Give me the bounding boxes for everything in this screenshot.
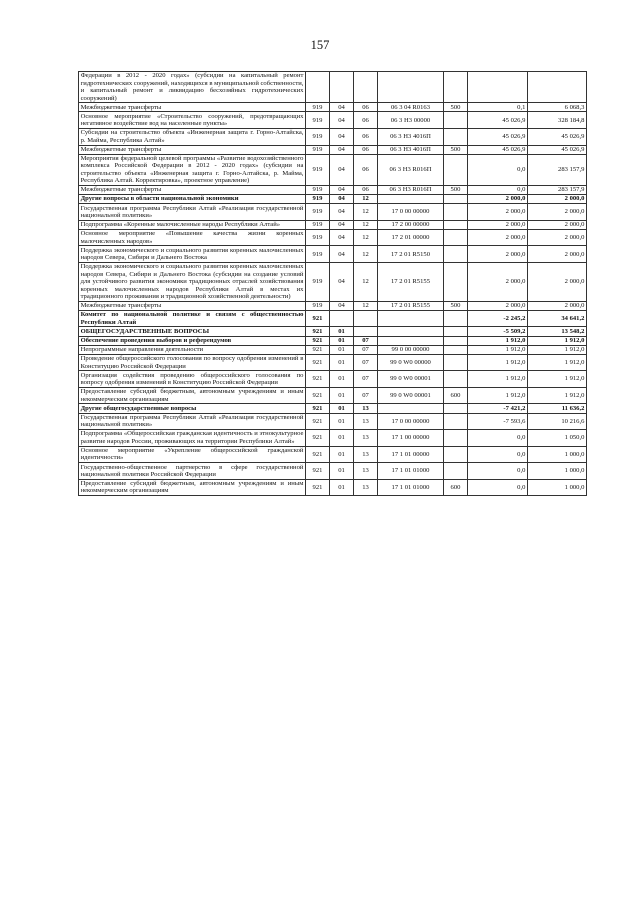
row-name: Основное мероприятие «Укрепление общероссийской гражданской идентичности» (79, 446, 306, 463)
cell-section: 04 (330, 145, 354, 154)
row-name: Мероприятия федеральной целевой программы «Развитие водохозяйственного комплекса Российской Федерации в 2012 - 2020 годах» (субсидии на строительство объекта «Инженерная защита г. Горно-Алтайска, р. Майма, Республика Алтай. Корректировка», проектное управление) (79, 154, 306, 185)
table-row (79, 301, 587, 310)
cell-amount-total: 45 026,9 (528, 128, 587, 145)
table-row (79, 327, 587, 336)
cell-amount-total: 1 912,0 (528, 345, 587, 354)
cell-amount-change: 1 912,0 (468, 345, 528, 354)
cell-target-article (378, 310, 444, 327)
cell-amount-total: 2 000,0 (528, 263, 587, 302)
cell-amount-total: 1 912,0 (528, 387, 587, 404)
row-name: Другие вопросы в области национальной экономики (79, 195, 306, 204)
cell-amount-change: -7 593,6 (468, 413, 528, 430)
cell-subsection: 06 (354, 185, 378, 194)
cell-amount-total: 1 912,0 (528, 371, 587, 388)
cell-amount-total: 2 000,0 (528, 246, 587, 263)
cell-section: 04 (330, 185, 354, 194)
cell-expense-type (444, 354, 468, 371)
row-name: Государственно-общественное партнерство в сфере государственной национальной политики Российской Федерации (79, 463, 306, 480)
cell-expense-type (444, 371, 468, 388)
cell-ministry: 919 (306, 246, 330, 263)
cell-amount-change: 0,0 (468, 479, 528, 496)
table-row (79, 430, 587, 447)
cell-ministry: 921 (306, 430, 330, 447)
cell-amount-change: 0,1 (468, 103, 528, 112)
cell-subsection: 12 (354, 301, 378, 310)
table-row (79, 387, 587, 404)
cell-ministry: 921 (306, 446, 330, 463)
cell-target-article: 17 1 01 01000 (378, 479, 444, 496)
cell-ministry: 919 (306, 103, 330, 112)
cell-amount-total: 283 157,9 (528, 154, 587, 185)
cell-subsection: 06 (354, 128, 378, 145)
row-name: Другие общегосударственные вопросы (79, 404, 306, 413)
row-name: Поддержка экономического и социального развития коренных малочисленных народов Севера, Сибири и Дальнего Востока (79, 246, 306, 263)
cell-target-article: 06 3 04 R0163 (378, 103, 444, 112)
cell-amount-change: 0,0 (468, 463, 528, 480)
cell-target-article: 17 2 00 00000 (378, 220, 444, 229)
row-name: Проведение общероссийского голосования по вопросу одобрения изменений в Конституцию Российской Федерации (79, 354, 306, 371)
cell-target-article: 99 0 W0 00001 (378, 371, 444, 388)
row-name: Подпрограмма «Общероссийская гражданская идентичность и этнокультурное развитие народов России, проживающих на территории Республики Алтай» (79, 430, 306, 447)
row-name: Подпрограмма «Коренные малочисленные народы Республики Алтай» (79, 220, 306, 229)
cell-amount-change: 2 000,0 (468, 195, 528, 204)
cell-subsection: 12 (354, 195, 378, 204)
table-row (79, 463, 587, 480)
cell-subsection (354, 310, 378, 327)
cell-subsection: 06 (354, 154, 378, 185)
cell-target-article: 17 2 01 R5155 (378, 301, 444, 310)
cell-expense-type (444, 345, 468, 354)
cell-ministry: 919 (306, 229, 330, 246)
row-name: Предоставление субсидий бюджетным, автономным учреждениям и иным некоммерческим организациям (79, 387, 306, 404)
table-row (79, 310, 587, 327)
cell-subsection: 12 (354, 263, 378, 302)
cell-ministry: 921 (306, 387, 330, 404)
cell-amount-change: 1 912,0 (468, 354, 528, 371)
cell-section: 04 (330, 204, 354, 221)
table-row (79, 413, 587, 430)
cell-section: 04 (330, 263, 354, 302)
cell-expense-type (444, 195, 468, 204)
cell-expense-type (444, 404, 468, 413)
cell-target-article (378, 336, 444, 345)
cell-amount-change (468, 72, 528, 103)
cell-amount-change: 0,0 (468, 154, 528, 185)
cell-ministry: 919 (306, 195, 330, 204)
cell-expense-type (444, 336, 468, 345)
row-name: Основное мероприятие «Строительство сооружений, предотвращающих негативное воздействие вод на населенные пункты» (79, 112, 306, 129)
cell-amount-total: 1 000,0 (528, 446, 587, 463)
table-row (79, 479, 587, 496)
table-body (79, 72, 587, 496)
cell-amount-total: 6 068,3 (528, 103, 587, 112)
row-name: Субсидии на строительство объекта «Инженерная защита г. Горно-Алтайска, р. Майма, Республика Алтай» (79, 128, 306, 145)
cell-section (330, 310, 354, 327)
table-row (79, 103, 587, 112)
cell-section: 01 (330, 336, 354, 345)
cell-subsection: 06 (354, 112, 378, 129)
cell-amount-change: 45 026,9 (468, 112, 528, 129)
cell-section: 04 (330, 301, 354, 310)
cell-ministry: 921 (306, 345, 330, 354)
table-row (79, 263, 587, 302)
cell-section: 01 (330, 479, 354, 496)
row-name: Организация содействия проведению общероссийского голосования по вопросу одобрения изменений в Конституцию Российской Федерации (79, 371, 306, 388)
cell-subsection: 07 (354, 345, 378, 354)
table-row (79, 204, 587, 221)
row-name: Предоставление субсидий бюджетным, автономным учреждениям и иным некоммерческим организациям (79, 479, 306, 496)
cell-amount-total: 13 548,2 (528, 327, 587, 336)
table-row (79, 154, 587, 185)
cell-target-article: 17 2 01 R5150 (378, 246, 444, 263)
cell-target-article: 06 3 Н3 4016П (378, 145, 444, 154)
cell-ministry: 921 (306, 354, 330, 371)
cell-ministry: 919 (306, 154, 330, 185)
cell-target-article: 17 2 01 00000 (378, 229, 444, 246)
cell-amount-change: -2 245,2 (468, 310, 528, 327)
table-row (79, 195, 587, 204)
table-row (79, 128, 587, 145)
cell-amount-total: 1 912,0 (528, 336, 587, 345)
cell-subsection: 12 (354, 204, 378, 221)
cell-section: 01 (330, 371, 354, 388)
table-row (79, 446, 587, 463)
cell-amount-total: 1 000,0 (528, 463, 587, 480)
cell-section: 01 (330, 446, 354, 463)
cell-target-article: 17 0 00 00000 (378, 204, 444, 221)
cell-subsection: 12 (354, 246, 378, 263)
cell-section: 01 (330, 354, 354, 371)
cell-amount-total: 2 000,0 (528, 301, 587, 310)
cell-ministry: 921 (306, 413, 330, 430)
cell-section: 01 (330, 327, 354, 336)
cell-expense-type (444, 246, 468, 263)
budget-table (78, 71, 587, 496)
cell-ministry (306, 72, 330, 103)
cell-subsection: 06 (354, 145, 378, 154)
cell-subsection: 07 (354, 387, 378, 404)
cell-amount-total: 2 000,0 (528, 220, 587, 229)
cell-amount-change: 0,0 (468, 430, 528, 447)
cell-target-article (378, 195, 444, 204)
cell-target-article (378, 404, 444, 413)
cell-expense-type (444, 310, 468, 327)
cell-section: 04 (330, 154, 354, 185)
cell-target-article: 17 0 00 00000 (378, 413, 444, 430)
cell-target-article: 06 3 Н3 R016П (378, 154, 444, 185)
cell-subsection: 13 (354, 463, 378, 480)
cell-section: 04 (330, 220, 354, 229)
row-name: Межбюджетные трансферты (79, 103, 306, 112)
cell-amount-change: 2 000,0 (468, 229, 528, 246)
cell-section: 01 (330, 430, 354, 447)
cell-ministry: 921 (306, 371, 330, 388)
cell-section: 01 (330, 463, 354, 480)
cell-expense-type (444, 327, 468, 336)
cell-expense-type (444, 463, 468, 480)
cell-subsection: 13 (354, 404, 378, 413)
cell-amount-change: 1 912,0 (468, 387, 528, 404)
cell-ministry: 919 (306, 112, 330, 129)
cell-amount-total: 34 641,2 (528, 310, 587, 327)
cell-expense-type (444, 112, 468, 129)
row-name: Непрограммные направления деятельности (79, 345, 306, 354)
cell-expense-type: 500 (444, 145, 468, 154)
cell-subsection: 13 (354, 446, 378, 463)
page-number: 157 (310, 38, 330, 52)
row-name: Межбюджетные трансферты (79, 145, 306, 154)
cell-amount-change: 1 912,0 (468, 336, 528, 345)
table-row (79, 112, 587, 129)
table-row (79, 371, 587, 388)
cell-target-article: 99 0 00 00000 (378, 345, 444, 354)
table-row (79, 404, 587, 413)
cell-amount-change: -7 421,2 (468, 404, 528, 413)
cell-section: 04 (330, 195, 354, 204)
cell-section: 01 (330, 413, 354, 430)
cell-amount-total: 283 157,9 (528, 185, 587, 194)
cell-section: 04 (330, 246, 354, 263)
cell-ministry: 919 (306, 220, 330, 229)
cell-section: 04 (330, 229, 354, 246)
table-row (79, 72, 587, 103)
cell-amount-total: 2 000,0 (528, 204, 587, 221)
cell-section: 04 (330, 112, 354, 129)
cell-expense-type (444, 413, 468, 430)
cell-expense-type: 600 (444, 387, 468, 404)
row-name: Федерации в 2012 - 2020 годах» (субсидии на капитальный ремонт гидротехнических сооружений, находящихся в муниципальной собственности, и капитальный ремонт и ликвидацию бесхозяйных гидротехнических сооружений) (79, 72, 306, 103)
cell-expense-type: 500 (444, 103, 468, 112)
cell-ministry: 919 (306, 204, 330, 221)
cell-section: 01 (330, 345, 354, 354)
cell-amount-total: 2 000,0 (528, 229, 587, 246)
cell-target-article: 99 0 W0 00001 (378, 387, 444, 404)
cell-ministry: 921 (306, 336, 330, 345)
cell-amount-change: 0,0 (468, 446, 528, 463)
cell-ministry: 921 (306, 327, 330, 336)
cell-amount-change: 0,0 (468, 185, 528, 194)
cell-section: 01 (330, 404, 354, 413)
cell-amount-total: 1 912,0 (528, 354, 587, 371)
cell-ministry: 919 (306, 185, 330, 194)
cell-section (330, 72, 354, 103)
cell-amount-change: 2 000,0 (468, 263, 528, 302)
cell-amount-total: 45 026,9 (528, 145, 587, 154)
table-row (79, 345, 587, 354)
cell-target-article: 17 1 01 01000 (378, 463, 444, 480)
cell-subsection: 07 (354, 371, 378, 388)
cell-amount-change: 1 912,0 (468, 371, 528, 388)
cell-amount-total: 10 216,6 (528, 413, 587, 430)
cell-amount-change: 2 000,0 (468, 301, 528, 310)
cell-subsection: 13 (354, 430, 378, 447)
cell-expense-type (444, 154, 468, 185)
table-row (79, 336, 587, 345)
cell-amount-change: 45 026,9 (468, 145, 528, 154)
cell-amount-total: 11 636,2 (528, 404, 587, 413)
row-name: Межбюджетные трансферты (79, 301, 306, 310)
cell-expense-type: 500 (444, 301, 468, 310)
cell-amount-change: 45 026,9 (468, 128, 528, 145)
cell-amount-change: 2 000,0 (468, 204, 528, 221)
cell-amount-total: 2 000,0 (528, 195, 587, 204)
cell-target-article: 06 3 Н3 4016П (378, 128, 444, 145)
cell-subsection: 12 (354, 220, 378, 229)
cell-subsection: 13 (354, 413, 378, 430)
cell-target-article: 06 3 Н3 R016П (378, 185, 444, 194)
table-row (79, 145, 587, 154)
cell-expense-type: 500 (444, 185, 468, 194)
table-row (79, 354, 587, 371)
cell-ministry: 921 (306, 463, 330, 480)
row-name: Обеспечение проведения выборов и референдумов (79, 336, 306, 345)
cell-expense-type (444, 263, 468, 302)
cell-ministry: 919 (306, 145, 330, 154)
row-name: Государственная программа Республики Алтай «Реализация государственной национальной политики» (79, 204, 306, 221)
cell-subsection: 07 (354, 354, 378, 371)
cell-expense-type (444, 128, 468, 145)
cell-target-article: 99 0 W0 00000 (378, 354, 444, 371)
cell-subsection: 13 (354, 479, 378, 496)
cell-expense-type (444, 446, 468, 463)
cell-expense-type (444, 229, 468, 246)
cell-target-article: 17 1 00 00000 (378, 430, 444, 447)
cell-target-article: 17 2 01 R5155 (378, 263, 444, 302)
row-name: Межбюджетные трансферты (79, 185, 306, 194)
row-name: ОБЩЕГОСУДАРСТВЕННЫЕ ВОПРОСЫ (79, 327, 306, 336)
cell-target-article (378, 327, 444, 336)
cell-expense-type: 600 (444, 479, 468, 496)
cell-expense-type (444, 204, 468, 221)
table-row (79, 185, 587, 194)
table-row (79, 229, 587, 246)
cell-amount-change: -5 509,2 (468, 327, 528, 336)
cell-expense-type (444, 72, 468, 103)
cell-ministry: 919 (306, 263, 330, 302)
row-name: Комитет по национальной политике и связям с общественностью Республики Алтай (79, 310, 306, 327)
cell-expense-type (444, 220, 468, 229)
cell-subsection (354, 72, 378, 103)
cell-ministry: 919 (306, 128, 330, 145)
cell-section: 01 (330, 387, 354, 404)
cell-amount-total: 1 000,0 (528, 479, 587, 496)
cell-section: 04 (330, 103, 354, 112)
cell-subsection: 06 (354, 103, 378, 112)
cell-ministry: 921 (306, 404, 330, 413)
row-name: Поддержка экономического и социального развития коренных малочисленных народов Севера, Сибири и Дальнего Востока (субсидии на создание условий для устойчивого развития экономики традиционных отраслей хозяйствования коренных малочисленных народов Республики Алтай в местах их традиционного проживания и традиционной хозяйственной деятельности) (79, 263, 306, 302)
row-name: Основное мероприятие «Повышение качества жизни коренных малочисленных народов» (79, 229, 306, 246)
cell-subsection: 07 (354, 336, 378, 345)
cell-target-article: 06 3 Н3 00000 (378, 112, 444, 129)
cell-section: 04 (330, 128, 354, 145)
table-row (79, 220, 587, 229)
cell-subsection (354, 327, 378, 336)
cell-amount-change: 2 000,0 (468, 246, 528, 263)
cell-amount-total (528, 72, 587, 103)
cell-amount-total: 1 050,0 (528, 430, 587, 447)
cell-amount-total: 328 184,8 (528, 112, 587, 129)
cell-target-article: 17 1 01 00000 (378, 446, 444, 463)
cell-ministry: 921 (306, 479, 330, 496)
row-name: Государственная программа Республики Алтай «Реализация государственной национальной политики» (79, 413, 306, 430)
cell-expense-type (444, 430, 468, 447)
cell-ministry: 919 (306, 301, 330, 310)
cell-target-article (378, 72, 444, 103)
cell-amount-change: 2 000,0 (468, 220, 528, 229)
table-row (79, 246, 587, 263)
cell-subsection: 12 (354, 229, 378, 246)
cell-ministry: 921 (306, 310, 330, 327)
